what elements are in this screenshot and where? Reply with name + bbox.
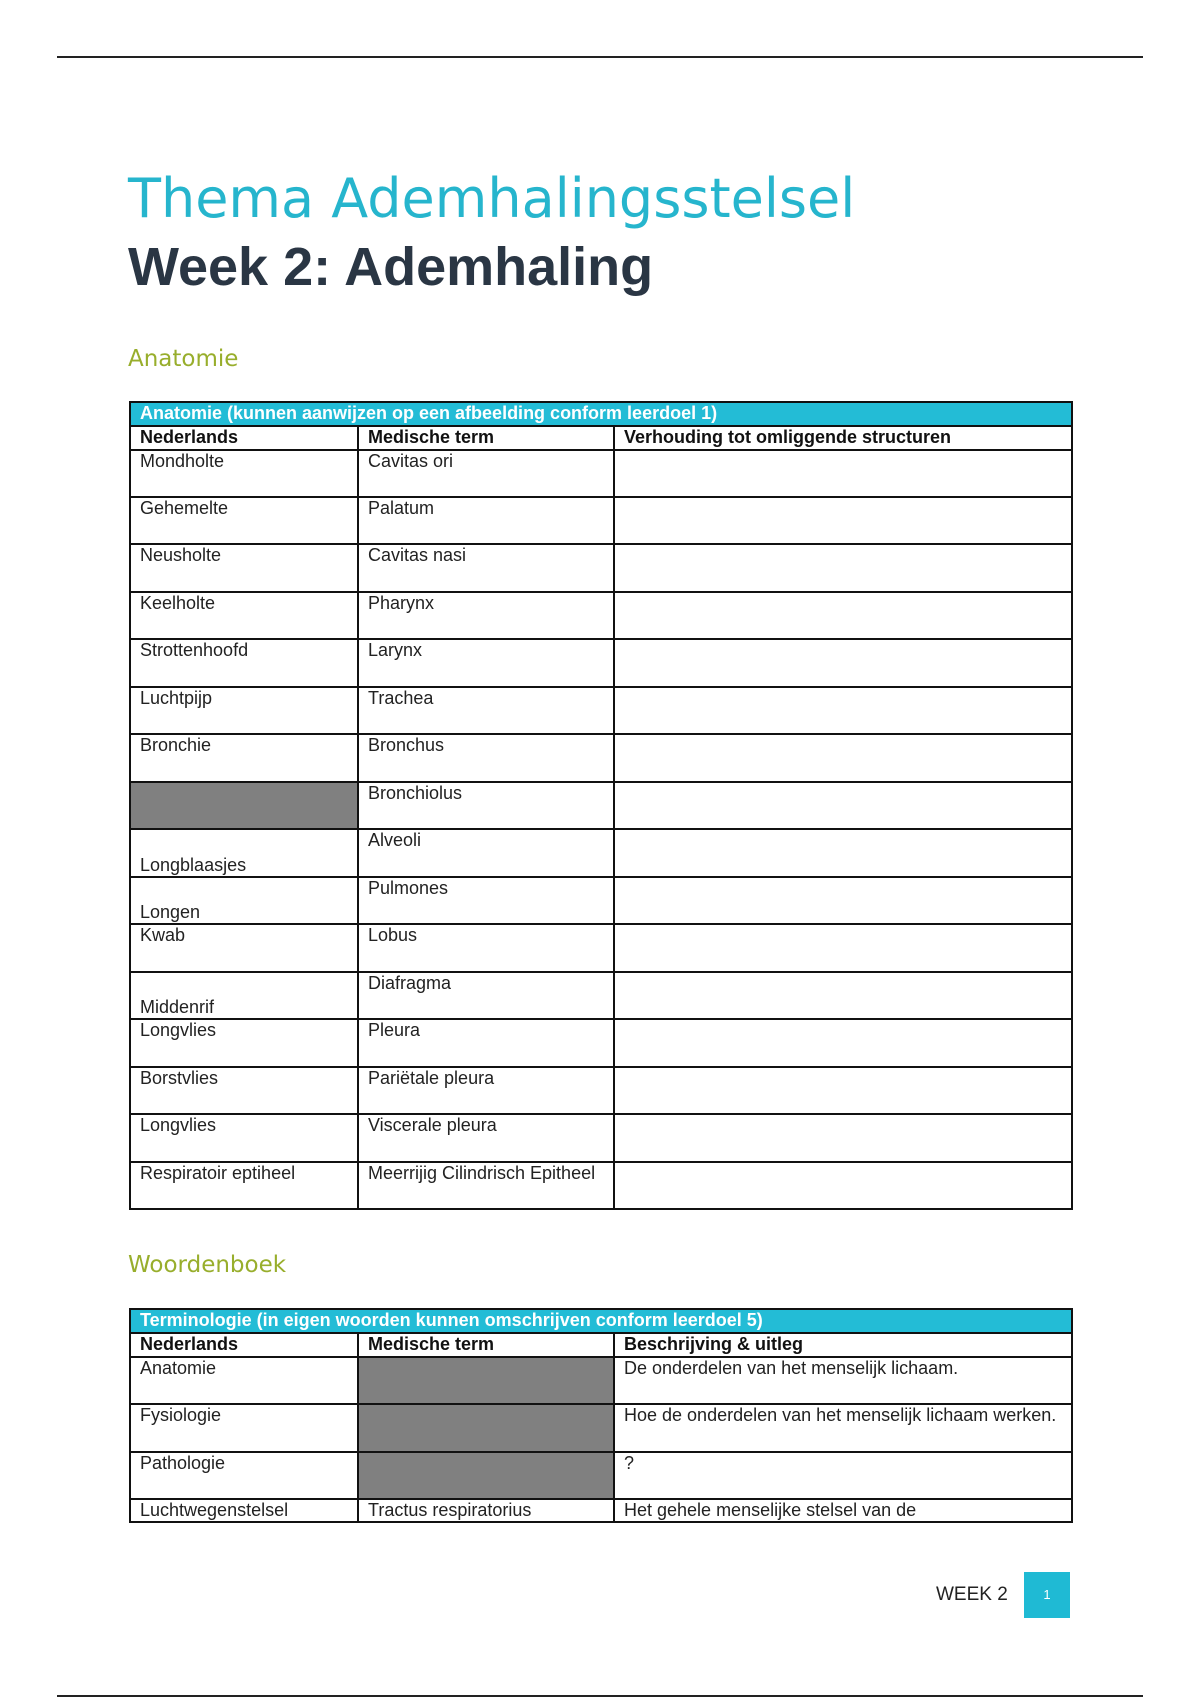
header-description: Beschrijving & uitleg [614, 1333, 1072, 1357]
header-dutch: Nederlands [130, 426, 358, 450]
section-heading-anatomy: Anatomie [128, 346, 239, 372]
page-number-badge: 1 [1024, 1572, 1070, 1618]
cell-dutch: Longblaasjes [130, 829, 358, 877]
cell-medical-term: Palatum [358, 497, 614, 544]
cell-relation [614, 734, 1072, 782]
cell-medical-term: Pulmones [358, 877, 614, 924]
cell-relation [614, 450, 1072, 497]
cell-medical-term-shaded [358, 1452, 614, 1499]
cell-description: Het gehele menselijke stelsel van de [614, 1499, 1072, 1522]
header-dutch: Nederlands [130, 1333, 358, 1357]
cell-medical-term: Lobus [358, 924, 614, 972]
cell-dutch: Fysiologie [130, 1404, 358, 1452]
table-row [130, 1404, 1072, 1452]
table-row [130, 829, 1072, 877]
cell-dutch: Strottenhoofd [130, 639, 358, 687]
cell-relation [614, 497, 1072, 544]
table-row [130, 687, 1072, 734]
header-medical-term: Medische term [358, 426, 614, 450]
cell-dutch: Keelholte [130, 592, 358, 639]
table-row [130, 924, 1072, 972]
cell-relation [614, 924, 1072, 972]
page-subtitle: Week 2: Ademhaling [128, 237, 654, 297]
header-relation: Verhouding tot omliggende structuren [614, 426, 1072, 450]
cell-relation [614, 829, 1072, 877]
footer-week-label: WEEK 2 [936, 1584, 1008, 1605]
cell-medical-term-shaded [358, 1357, 614, 1404]
cell-medical-term: Pariëtale pleura [358, 1067, 614, 1114]
cell-medical-term: Alveoli [358, 829, 614, 877]
table-row [130, 450, 1072, 497]
cell-relation [614, 877, 1072, 924]
table-row [130, 1162, 1072, 1209]
cell-relation [614, 639, 1072, 687]
cell-dutch: Pathologie [130, 1452, 358, 1499]
table-row [130, 497, 1072, 544]
cell-medical-term: Pharynx [358, 592, 614, 639]
cell-dutch: Longvlies [130, 1019, 358, 1067]
cell-medical-term: Bronchiolus [358, 782, 614, 829]
terminology-table-banner: Terminologie (in eigen woorden kunnen omschrijven conform leerdoel 5) [130, 1309, 1072, 1333]
cell-description: ? [614, 1452, 1072, 1499]
cell-dutch-empty-shaded [130, 782, 358, 829]
anatomy-table-banner: Anatomie (kunnen aanwijzen op een afbeelding conform leerdoel 1) [130, 402, 1072, 426]
cell-dutch: Mondholte [130, 450, 358, 497]
anatomy-table [129, 401, 1073, 1210]
table-row [130, 1067, 1072, 1114]
cell-dutch: Longen [130, 877, 358, 924]
table-row [130, 1499, 1072, 1522]
cell-dutch: Kwab [130, 924, 358, 972]
cell-medical-term: Meerrijig Cilindrisch Epitheel [358, 1162, 614, 1209]
cell-relation [614, 544, 1072, 592]
cell-relation [614, 782, 1072, 829]
table-row [130, 1114, 1072, 1162]
cell-dutch: Respiratoir eptiheel [130, 1162, 358, 1209]
cell-relation [614, 687, 1072, 734]
cell-relation [614, 1019, 1072, 1067]
cell-medical-term: Viscerale pleura [358, 1114, 614, 1162]
header-medical-term: Medische term [358, 1333, 614, 1357]
cell-medical-term: Pleura [358, 1019, 614, 1067]
cell-relation [614, 1162, 1072, 1209]
table-row [130, 877, 1072, 924]
cell-medical-term-shaded [358, 1404, 614, 1452]
cell-medical-term: Cavitas nasi [358, 544, 614, 592]
cell-dutch: Longvlies [130, 1114, 358, 1162]
cell-relation [614, 972, 1072, 1019]
section-heading-dictionary: Woordenboek [128, 1252, 287, 1278]
table-row [130, 639, 1072, 687]
terminology-table [129, 1308, 1073, 1523]
cell-dutch: Borstvlies [130, 1067, 358, 1114]
cell-dutch: Anatomie [130, 1357, 358, 1404]
cell-dutch: Luchtwegenstelsel [130, 1499, 358, 1522]
cell-relation [614, 592, 1072, 639]
page-title: Thema Ademhalingsstelsel [128, 167, 856, 230]
cell-relation [614, 1067, 1072, 1114]
cell-medical-term: Bronchus [358, 734, 614, 782]
cell-medical-term: Larynx [358, 639, 614, 687]
cell-dutch: Luchtpijp [130, 687, 358, 734]
cell-medical-term: Trachea [358, 687, 614, 734]
table-row [130, 972, 1072, 1019]
cell-dutch: Gehemelte [130, 497, 358, 544]
table-row [130, 734, 1072, 782]
top-rule [57, 56, 1143, 58]
anatomy-table-header [130, 426, 1072, 450]
cell-dutch: Middenrif [130, 972, 358, 1019]
table-row [130, 1357, 1072, 1404]
table-row [130, 592, 1072, 639]
cell-description: De onderdelen van het menselijk lichaam. [614, 1357, 1072, 1404]
cell-medical-term: Diafragma [358, 972, 614, 1019]
cell-dutch: Neusholte [130, 544, 358, 592]
table-row [130, 544, 1072, 592]
cell-medical-term: Cavitas ori [358, 450, 614, 497]
terminology-table-header [130, 1333, 1072, 1357]
bottom-rule [57, 1695, 1143, 1697]
table-row [130, 782, 1072, 829]
cell-medical-term: Tractus respiratorius [358, 1499, 614, 1522]
cell-relation [614, 1114, 1072, 1162]
table-row [130, 1452, 1072, 1499]
cell-dutch: Bronchie [130, 734, 358, 782]
cell-description: Hoe de onderdelen van het menselijk lichaam werken. [614, 1404, 1072, 1452]
table-row [130, 1019, 1072, 1067]
